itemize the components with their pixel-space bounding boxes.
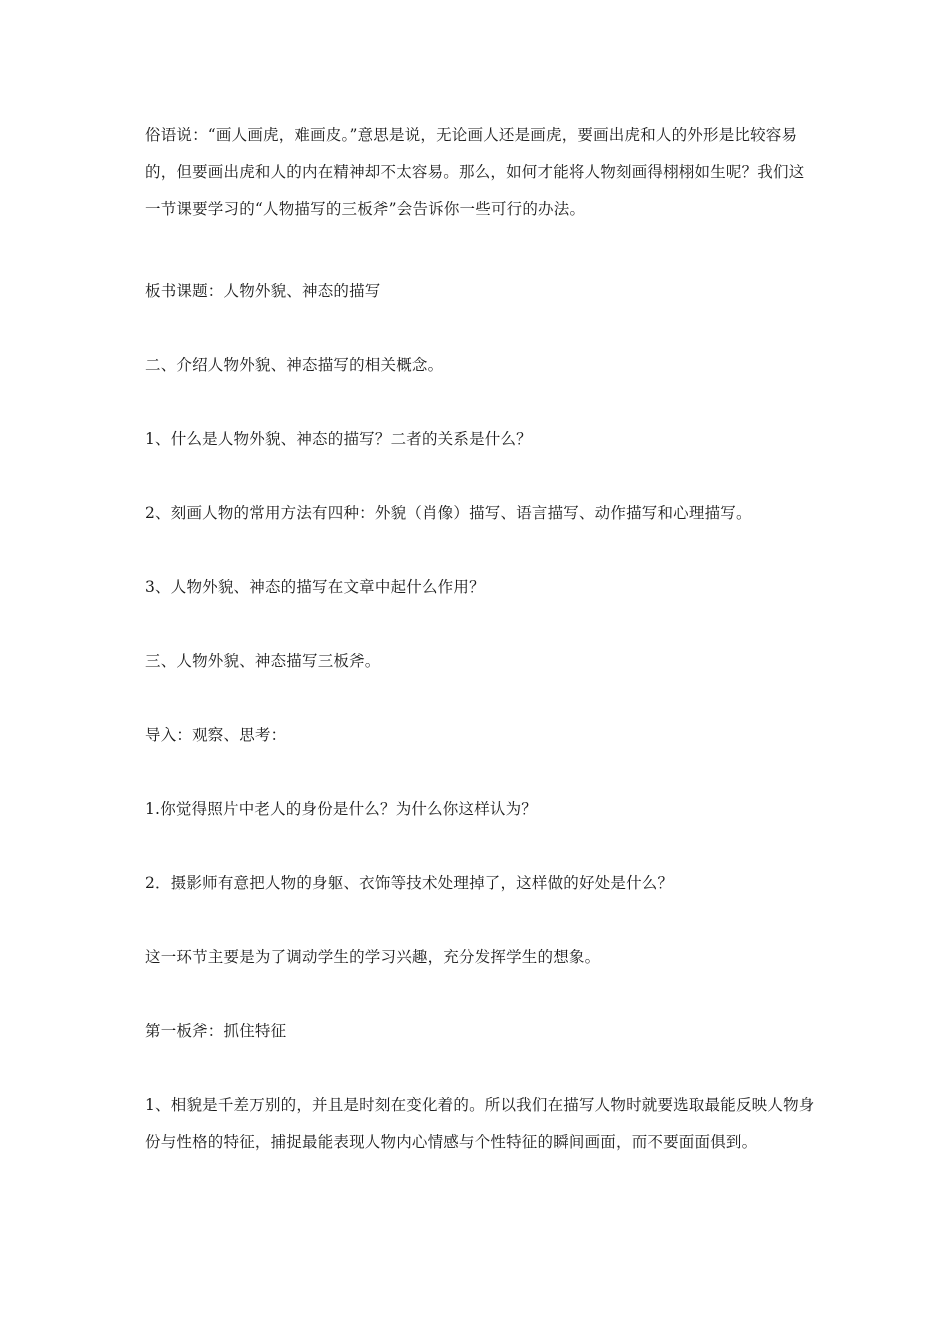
paragraph-section-two-heading: 二、介绍人物外貌、神态描写的相关概念。 (145, 356, 444, 374)
paragraph-intro-proverb: 俗语说：“画人画虎，难画皮。”意思是说，无论画人还是画虎，要画出虎和人的外形是比较容易的，但要画出虎和人的内在精神却不太容易。那么，如何才能将人物刻画得栩栩如生呢？我们这一节课要学习的“人物描写的三板斧”会告诉你一些可行的办法。 (145, 126, 805, 218)
paragraph-question-one: 1、什么是人物外貌、神态的描写？二者的关系是什么？ (145, 430, 532, 448)
paragraph-purpose-note: 这一环节主要是为了调动学生的学习兴趣，充分发挥学生的想象。 (145, 948, 601, 966)
paragraph-section-three-heading: 三、人物外貌、神态描写三板斧。 (145, 652, 381, 670)
paragraph-photo-question-one: 1.你觉得照片中老人的身份是什么？为什么你这样认为？ (145, 800, 537, 818)
paragraph-first-axe-point-one: 1、相貌是千差万别的，并且是时刻在变化着的。所以我们在描写人物时就要选取最能反映人物身份与性格的特征，捕捉最能表现人物内心情感与个性特征的瞬间画面，而不要面面俱到。 (145, 1096, 815, 1151)
paragraph-photo-question-two: 2．摄影师有意把人物的身躯、衣饰等技术处理掉了，这样做的好处是什么？ (145, 874, 674, 892)
paragraph-lesson-title: 板书课题：人物外貌、神态的描写 (145, 282, 381, 300)
paragraph-question-three: 3、人物外貌、神态的描写在文章中起什么作用？ (145, 578, 485, 596)
paragraph-point-two: 2、刻画人物的常用方法有四种：外貌（肖像）描写、语言描写、动作描写和心理描写。 (145, 504, 752, 522)
paragraph-first-axe-heading: 第一板斧：抓住特征 (145, 1022, 287, 1040)
paragraph-intro-observe: 导入：观察、思考： (145, 726, 287, 744)
